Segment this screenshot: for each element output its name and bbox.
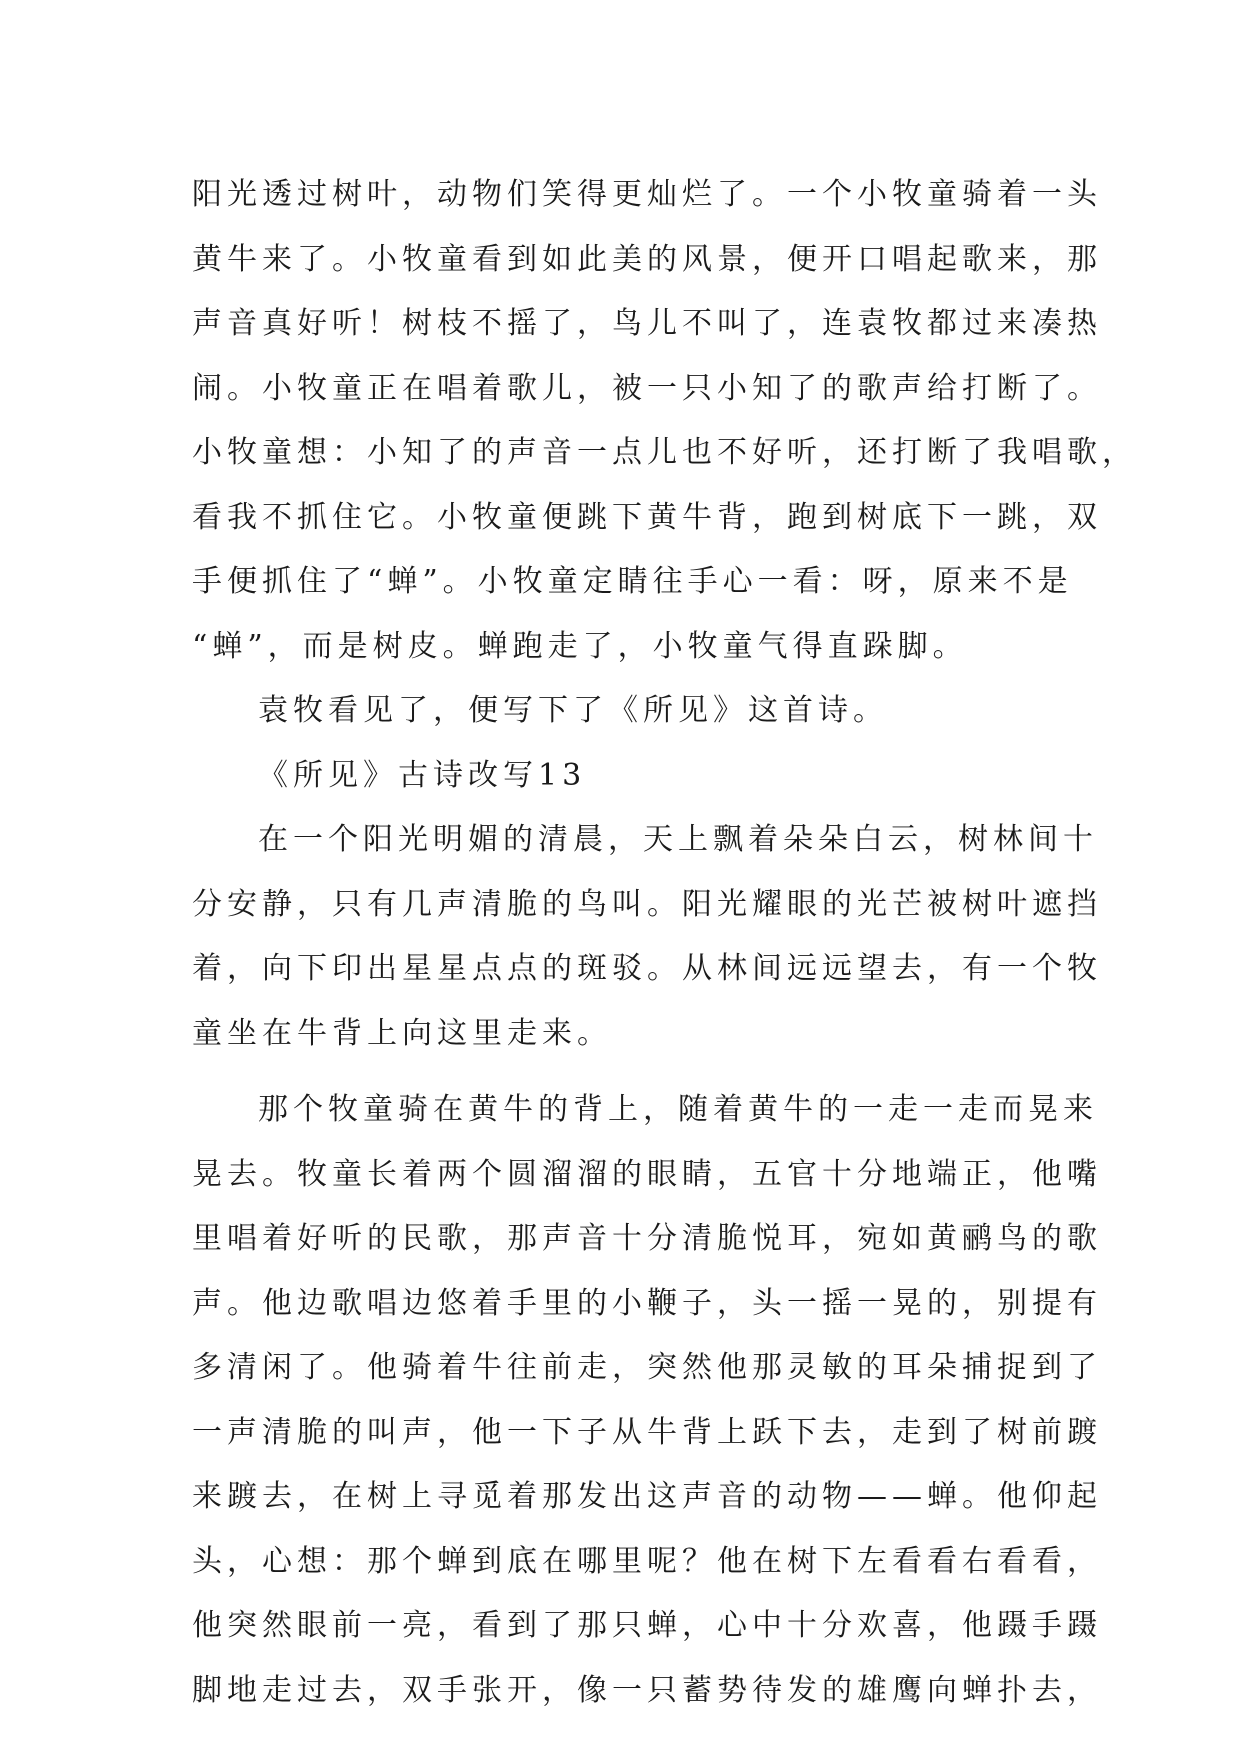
- paragraph-3: [192, 808, 1102, 1066]
- text-line: 那个牧童骑在黄牛的背上，随着黄牛的一走一走而晃来: [258, 1092, 1098, 1127]
- text-line: 他突然眼前一亮，看到了那只蝉，心中十分欢喜，他蹑手蹑: [192, 1608, 1102, 1643]
- text-line: 里唱着好听的民歌，那声音十分清脆悦耳，宛如黄鹂鸟的歌: [192, 1221, 1102, 1256]
- text-line: 着，向下印出星星点点的斑驳。从林间远远望去，有一个牧: [192, 951, 1102, 986]
- text-line: 来踱去，在树上寻觅着那发出这声音的动物——蝉。他仰起: [192, 1479, 1102, 1514]
- paragraph-4: [192, 1078, 1102, 1723]
- paragraph-spacer: [192, 1066, 1062, 1078]
- text-line: 手便抓住了“蝉”。小牧童定睛往手心一看：呀，原来不是: [192, 564, 1073, 599]
- text-line: 一声清脆的叫声，他一下子从牛背上跃下去，走到了树前踱: [192, 1414, 1102, 1450]
- text-line: 脚地走过去，双手张开，像一只蓄势待发的雄鹰向蝉扑去，: [192, 1672, 1102, 1708]
- text-line: 袁牧看见了，便写下了《所见》这首诗。: [258, 693, 888, 728]
- text-line: 在一个阳光明媚的清晨，天上飘着朵朵白云，树林间十: [258, 822, 1098, 857]
- section-title: 《所见》古诗改写13: [258, 757, 587, 793]
- paragraph-1: [192, 163, 1137, 679]
- text-line: 黄牛来了。小牧童看到如此美的风景，便开口唱起歌来，那: [192, 241, 1102, 277]
- text-line: 闹。小牧童正在唱着歌儿，被一只小知了的歌声给打断了。: [192, 370, 1102, 406]
- text-line: 多清闲了。他骑着牛往前走，突然他那灵敏的耳朵捕捉到了: [192, 1350, 1102, 1385]
- text-line: 童坐在牛背上向这里走来。: [192, 1015, 612, 1051]
- text-line: 阳光透过树叶，动物们笑得更灿烂了。一个小牧童骑着一头: [192, 177, 1102, 212]
- text-line: “蝉”，而是树皮。蝉跑走了，小牧童气得直跺脚。: [192, 628, 968, 664]
- text-line: 晃去。牧童长着两个圆溜溜的眼睛，五官十分地端正，他嘴: [192, 1156, 1102, 1192]
- text-line: 声音真好听！树枝不摇了，鸟儿不叫了，连袁牧都过来凑热: [192, 306, 1102, 341]
- text-line: 声。他边歌唱边悠着手里的小鞭子，头一摇一晃的，别提有: [192, 1285, 1102, 1321]
- text-line: 小牧童想：小知了的声音一点儿也不好听，还打断了我唱歌，: [192, 435, 1137, 470]
- text-line: 分安静，只有几声清脆的鸟叫。阳光耀眼的光芒被树叶遮挡: [192, 886, 1102, 922]
- text-line: 头，心想：那个蝉到底在哪里呢？他在树下左看看右看看，: [192, 1543, 1102, 1579]
- text-line: 看我不抓住它。小牧童便跳下黄牛背，跑到树底下一跳，双: [192, 499, 1102, 535]
- document-body: [192, 163, 1137, 1723]
- paragraph-2: [192, 679, 1062, 744]
